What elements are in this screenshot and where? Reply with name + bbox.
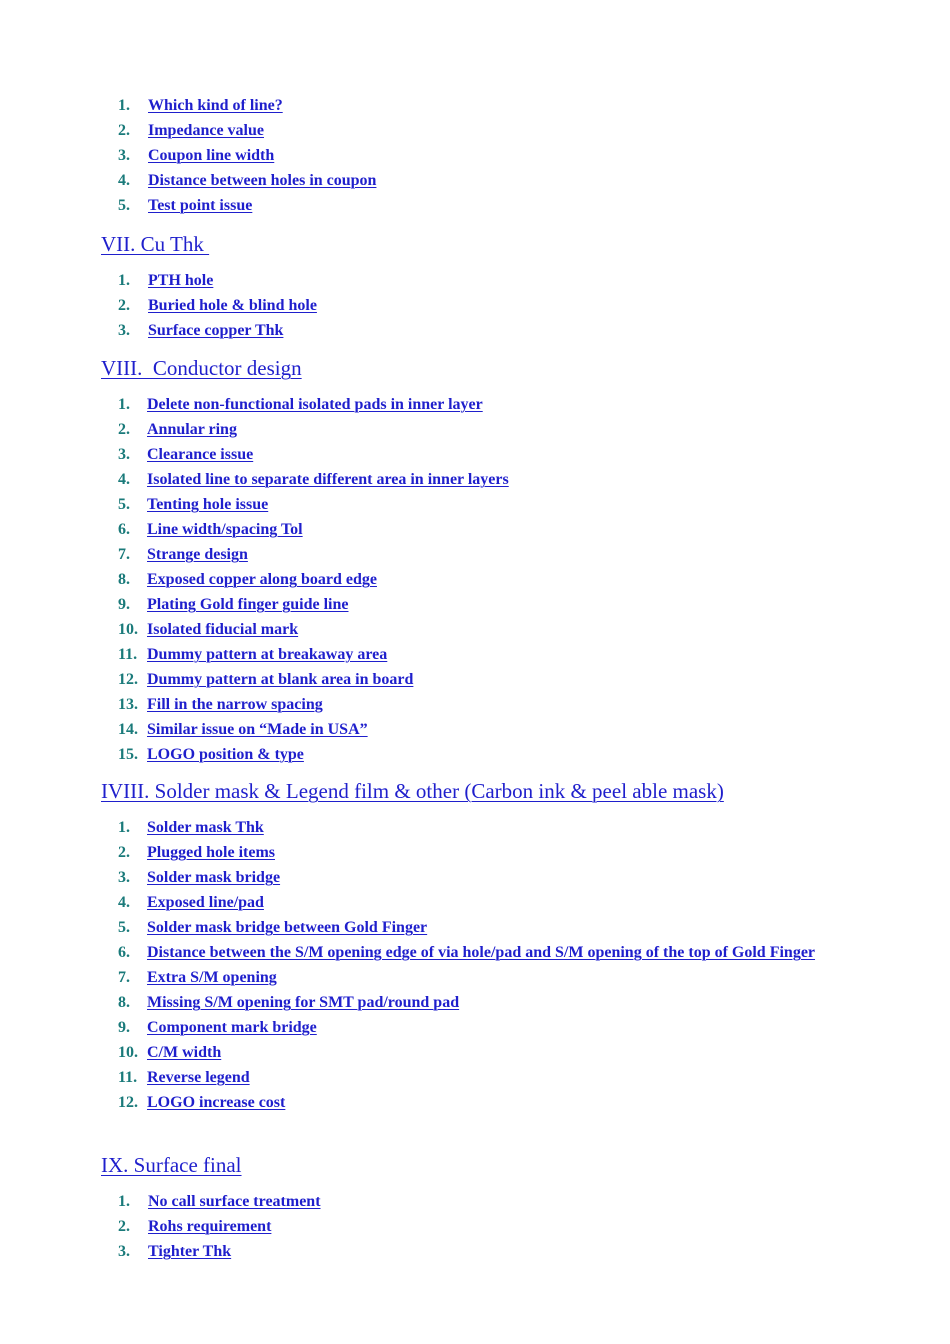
list-item-number: 3. — [118, 147, 130, 164]
list-item-number: 3. — [118, 446, 130, 463]
list-item — [118, 940, 815, 965]
list-item — [118, 1040, 815, 1065]
list-item — [118, 642, 509, 667]
list-item — [118, 467, 509, 492]
list-item-link[interactable]: Tenting hole issue — [147, 496, 269, 513]
list-item-link[interactable]: LOGO increase cost — [147, 1094, 286, 1111]
impedance-topic-list — [118, 93, 376, 218]
list-item-number: 11. — [118, 1069, 138, 1086]
list-item-link[interactable]: Dummy pattern at breakaway area — [147, 646, 388, 663]
list-item-link[interactable]: No call surface treatment — [148, 1193, 321, 1210]
list-item-number: 3. — [118, 322, 130, 339]
list-item-number: 2. — [118, 844, 130, 861]
list-item — [118, 168, 376, 193]
list-item-number: 1. — [118, 819, 130, 836]
list-item — [118, 1065, 815, 1090]
list-item — [118, 1015, 815, 1040]
list-item-link[interactable]: Reverse legend — [147, 1069, 250, 1086]
list-item — [118, 890, 815, 915]
list-item-link[interactable]: Component mark bridge — [147, 1019, 317, 1036]
list-item-number: 9. — [118, 1019, 130, 1036]
surface-final-topic-list — [118, 1189, 321, 1264]
list-item — [118, 93, 376, 118]
list-item-number: 2. — [118, 1218, 130, 1235]
list-item-link[interactable]: LOGO position & type — [147, 746, 304, 763]
list-item-link[interactable]: Exposed copper along board edge — [147, 571, 377, 588]
list-item-link[interactable]: Buried hole & blind hole — [148, 297, 317, 314]
list-item-link[interactable]: Which kind of line? — [148, 97, 283, 114]
heading-cu-thk[interactable]: VII. Cu Thk — [101, 232, 210, 256]
list-item-number: 1. — [118, 97, 130, 114]
list-item-number: 7. — [118, 969, 130, 986]
list-item-number: 4. — [118, 172, 130, 189]
list-item-link[interactable]: Coupon line width — [148, 147, 275, 164]
list-item-number: 5. — [118, 197, 130, 214]
list-item-number: 6. — [118, 521, 130, 538]
list-item — [118, 815, 815, 840]
list-item-link[interactable]: Distance between the S/M opening edge of via hole/pad and S/M opening of the top of Gold Finger — [147, 944, 816, 961]
list-item-link[interactable]: Isolated fiducial mark — [147, 621, 299, 638]
list-item-number: 9. — [118, 596, 130, 613]
list-item-number: 12. — [118, 1094, 138, 1111]
list-item — [118, 965, 815, 990]
list-item — [118, 990, 815, 1015]
list-item-link[interactable]: Plugged hole items — [147, 844, 275, 861]
list-item-number: 3. — [118, 869, 130, 886]
list-item — [118, 1189, 321, 1214]
list-item-number: 5. — [118, 919, 130, 936]
list-item-number: 3. — [118, 1243, 130, 1260]
list-item-number: 1. — [118, 272, 130, 289]
list-item-number: 15. — [118, 746, 138, 763]
list-item-number: 1. — [118, 396, 130, 413]
heading-surface-final[interactable]: IX. Surface final — [101, 1153, 242, 1177]
list-item — [118, 492, 509, 517]
conductor-design-topic-list — [118, 392, 509, 767]
list-item-link[interactable]: Dummy pattern at blank area in board — [147, 671, 414, 688]
list-item-number: 4. — [118, 471, 130, 488]
list-item-link[interactable]: PTH hole — [148, 272, 214, 289]
list-item-link[interactable]: Extra S/M opening — [147, 969, 277, 986]
list-item-link[interactable]: Strange design — [147, 546, 248, 563]
list-item-link[interactable]: Solder mask Thk — [147, 819, 264, 836]
heading-solder-mask-legend[interactable]: IVIII. Solder mask & Legend film & other (Carbon ink & peel able mask) — [101, 779, 724, 803]
list-item — [118, 1214, 321, 1239]
list-item-link[interactable]: Clearance issue — [147, 446, 254, 463]
list-item — [118, 865, 815, 890]
list-item-link[interactable]: Solder mask bridge between Gold Finger — [147, 919, 428, 936]
list-item-link[interactable]: Fill in the narrow spacing — [147, 696, 323, 713]
list-item — [118, 417, 509, 442]
list-item — [118, 617, 509, 642]
list-item — [118, 392, 509, 417]
list-item — [118, 717, 509, 742]
list-item — [118, 542, 509, 567]
list-item-link[interactable]: Rohs requirement — [148, 1218, 272, 1235]
list-item-number: 13. — [118, 696, 138, 713]
list-item — [118, 915, 815, 940]
list-item — [118, 1090, 815, 1115]
list-item-number: 4. — [118, 894, 130, 911]
list-item-link[interactable]: Surface copper Thk — [148, 322, 284, 339]
list-item-link[interactable]: Exposed line/pad — [147, 894, 264, 911]
list-item — [118, 193, 376, 218]
list-item-number: 6. — [118, 944, 130, 961]
list-item — [118, 318, 317, 343]
list-item — [118, 517, 509, 542]
list-item-link[interactable]: Missing S/M opening for SMT pad/round pad — [147, 994, 460, 1011]
list-item-number: 12. — [118, 671, 138, 688]
list-item-link[interactable]: Similar issue on “Made in USA” — [147, 721, 368, 738]
list-item-link[interactable]: Delete non-functional isolated pads in inner layer — [147, 396, 483, 413]
list-item-link[interactable]: Plating Gold finger guide line — [147, 596, 349, 613]
list-item — [118, 1239, 321, 1264]
list-item-link[interactable]: Solder mask bridge — [147, 869, 281, 886]
list-item — [118, 268, 317, 293]
list-item-number: 10. — [118, 621, 138, 638]
list-item-number: 5. — [118, 496, 130, 513]
list-item-link[interactable]: Isolated line to separate different area in inner layers — [147, 471, 509, 488]
list-item-number: 8. — [118, 994, 130, 1011]
list-item — [118, 567, 509, 592]
list-item-link[interactable]: Test point issue — [148, 197, 253, 214]
list-item-number: 2. — [118, 421, 130, 438]
list-item — [118, 143, 376, 168]
list-item — [118, 742, 509, 767]
list-item-number: 2. — [118, 297, 130, 314]
list-item — [118, 840, 815, 865]
list-item — [118, 667, 509, 692]
list-item-link[interactable]: Distance between holes in coupon — [148, 172, 377, 189]
list-item-number: 8. — [118, 571, 130, 588]
heading-conductor-design[interactable]: VIII. Conductor design — [101, 356, 302, 380]
list-item-link[interactable]: Tighter Thk — [148, 1243, 232, 1260]
list-item-number: 10. — [118, 1044, 138, 1061]
list-item — [118, 592, 509, 617]
solder-mask-topic-list — [118, 815, 815, 1115]
cu-thk-topic-list — [118, 268, 317, 343]
list-item — [118, 692, 509, 717]
list-item-number: 7. — [118, 546, 130, 563]
list-item — [118, 293, 317, 318]
list-item-number: 14. — [118, 721, 138, 738]
list-item-link[interactable]: C/M width — [147, 1044, 222, 1061]
list-item-number: 11. — [118, 646, 138, 663]
list-item-link[interactable]: Line width/spacing Tol — [147, 521, 303, 538]
list-item — [118, 118, 376, 143]
list-item-link[interactable]: Impedance value — [148, 122, 264, 139]
list-item-number: 2. — [118, 122, 130, 139]
list-item-link[interactable]: Annular ring — [147, 421, 237, 438]
list-item-number: 1. — [118, 1193, 130, 1210]
list-item — [118, 442, 509, 467]
